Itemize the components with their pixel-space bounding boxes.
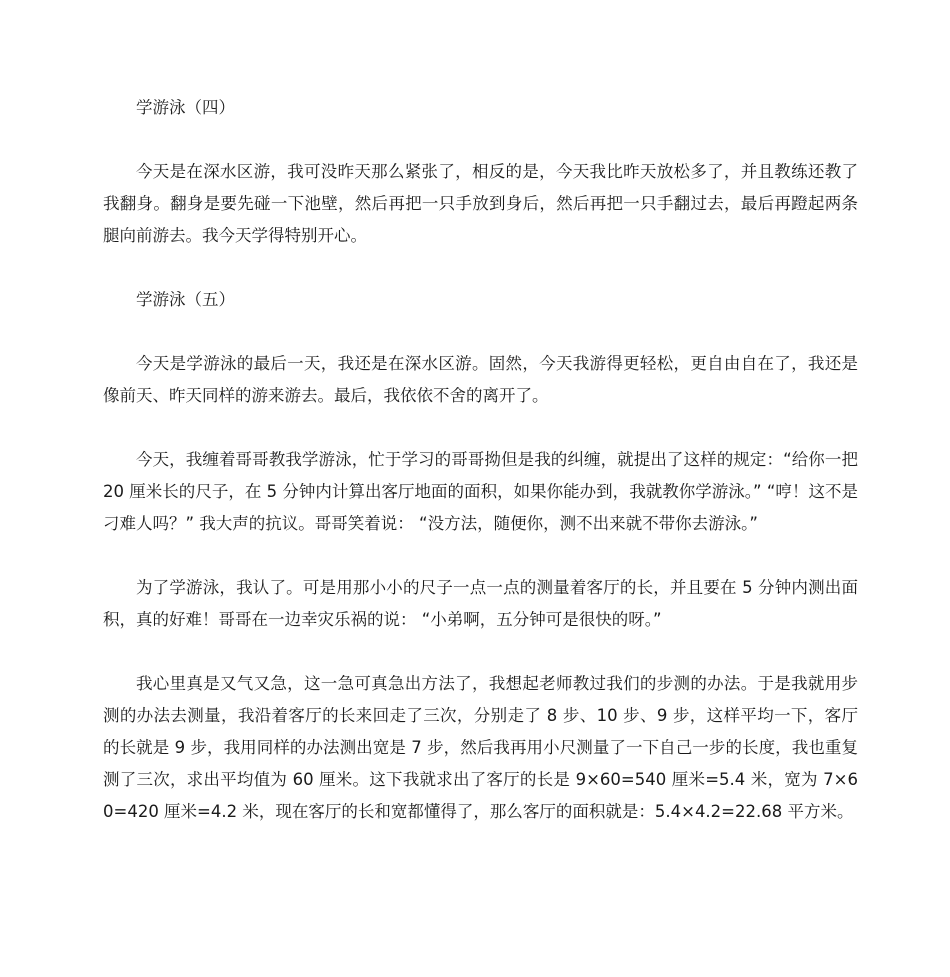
document-body <box>103 92 858 860</box>
paragraph-5: 我心里真是又气又急，这一急可真急出方法了，我想起老师教过我们的步测的办法。于是我就用步测的办法去测量，我沿着客厅的长来回走了三次，分别走了 8 步、10 步、9 步，这样平均一下，客厅的长就是 9 步，我用同样的办法测出宽是 7 步，然后我再用小尺测量了一下自己一步的长度，我也重复测了三次，求出平均值为 60 厘米。这下我就求出了客厅的长是 9×60=540 厘米=5.4 米，宽为 7×60=420 厘米=4.2 米，现在客厅的长和宽都懂得了，那么客厅的面积就是：5.4×4.2=22.68 平方米。 <box>103 674 858 821</box>
paragraph-3: 今天，我缠着哥哥教我学游泳，忙于学习的哥哥拗但是我的纠缠，就提出了这样的规定：“给你一把 20 厘米长的尺子，在 5 分钟内计算出客厅地面的面积，如果你能办到，我就教你学游泳。” “哼！这不是刁难人吗？” 我大声的抗议。哥哥笑着说： “没方法，随便你，测不出来就不带你去游泳。” <box>103 450 858 533</box>
paragraph-4: 为了学游泳，我认了。可是用那小小的尺子一点一点的测量着客厅的长，并且要在 5 分钟内测出面积，真的好难！哥哥在一边幸灾乐祸的说： “小弟啊，五分钟可是很快的呀。” <box>103 578 858 629</box>
section-heading-5: 学游泳（五） <box>136 290 235 309</box>
paragraph-1: 今天是在深水区游，我可没昨天那么紧张了，相反的是，今天我比昨天放松多了，并且教练还教了我翻身。翻身是要先碰一下池壁，然后再把一只手放到身后，然后再把一只手翻过去，最后再蹬起两条腿向前游去。我今天学得特别开心。 <box>103 162 858 245</box>
section-heading-4: 学游泳（四） <box>136 98 235 117</box>
paragraph-2: 今天是学游泳的最后一天，我还是在深水区游。固然，今天我游得更轻松，更自由自在了，我还是像前天、昨天同样的游来游去。最后，我依依不舍的离开了。 <box>103 354 858 405</box>
